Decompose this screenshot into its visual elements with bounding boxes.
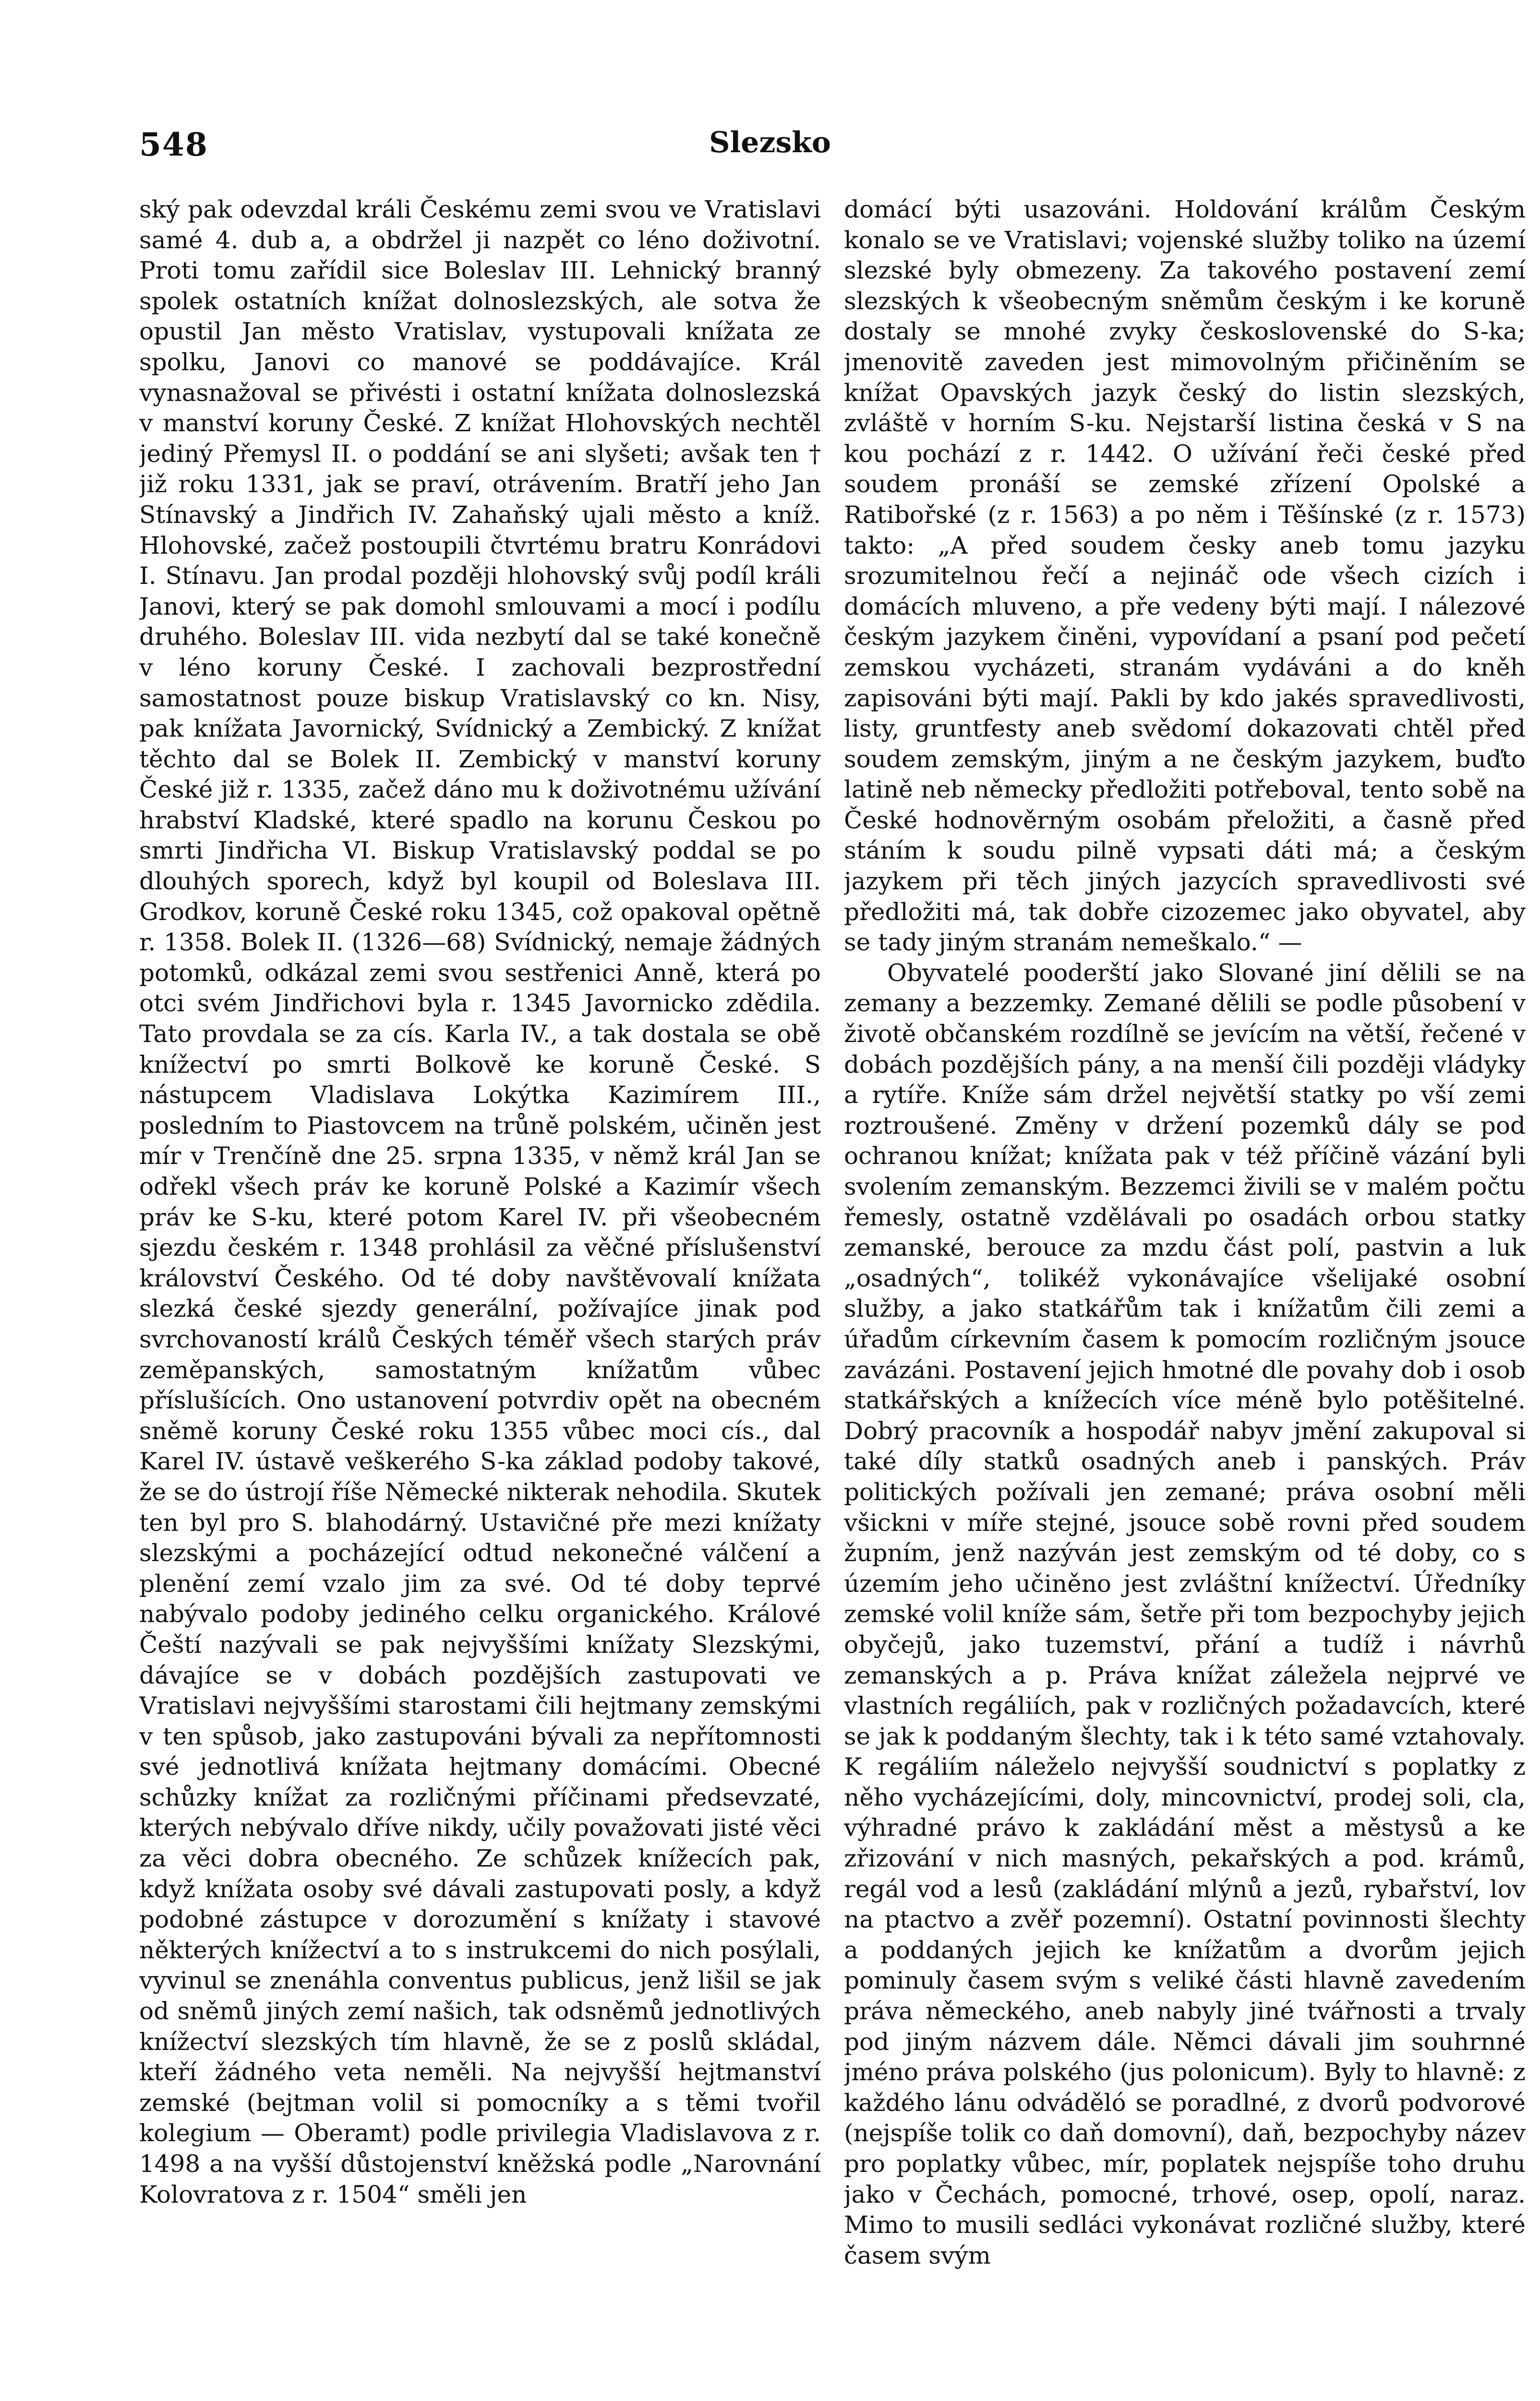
running-title: Slezsko bbox=[709, 126, 831, 159]
paragraph: domácí býti usazováni. Holdování králům Českým konalo se ve Vratislavi; vojenské služby toliko na území slezské byly obmezeny. Za takového postavení zemí slezských k všeobecným sněmům českým i ke koruně dostaly se mnohé zvyky československé do S-ka; jmenovitě zaveden jest mimovolným přičiněním se knížat Opavských jazyk český do listin slezských, zvláště v horním S-ku. Nejstarší listina česká v S na kou pochází z r. 1442. O užívání řeči české před soudem pronáší se zemské zřízení Opolské a Ratibořské (z r. 1563) a po něm i Těšínské (z r. 1573) takto: „A před soudem česky aneb tomu jazyku srozumitelnou řečí a nejináč ode všech cizích i domácích mluveno, a pře vedeny býti mají. I nálezové českým jazykem činěni, vypovídaní a psaní pod pečetí zemskou vycházeti, stranám vydáváni a do kněh zapisováni býti mají. Pakli by kdo jakés spravedlivosti, listy, gruntfesty aneb svědomí dokazovati chtěl před soudem zemským, jiným a ne českým jazykem, buďto latině neb německy předložiti potřeboval, tento sobě na České hodnověrným osobám přeložiti, a časně před stáním k soudu pilně vypsati dáti má; a českým jazykem při těch jiných jazycích spravedlivosti své předložiti má, tak dobře cizozemec jako obyvatel, aby se tady jiným stranám nemeškalo.“ — bbox=[844, 195, 1526, 957]
left-column bbox=[139, 194, 821, 2401]
page-number: 548 bbox=[139, 126, 208, 163]
paragraph: Obyvatelé pooderští jako Slované jiní dělili se na zemany a bezzemky. Zemané dělili se podle působení v životě občanském rozdílně se jevícím na větší, řečené v dobách pozdějších pány, a na menší čili později vládyky a rytíře. Kníže sám držel největší statky po vší zemi roztroušené. Změny v držení pozemků dály se pod ochranou knížat; knížata pak v též příčině vázání byli svolením zemanským. Bezzemci živili se v malém počtu řemesly, ostatně vzdělávali po osadách orbou statky zemanské, berouce za mzdu část polí, pastvin a luk „osadných“, tolikéž vykonávajíce všelijaké osobní služby, a jako statkářům tak i knížatům čili zemi a úřadům církevním časem k pomocím rozličným jsouce zavázáni. Postavení jejich hmotné dle povahy dob i osob statkářských a knížecích více méně bylo potěšitelné. Dobrý pracovník a hospodář nabyv jmění zakupoval si také díly statků osadných aneb i panských. Práv politických požívali jen zemané; práva osobní měli všickni v míře stejné, jsouce sobě rovni před soudem župním, jenž nazýván jest zemským od té doby, co s územím jeho učiněno jest zvláštní knížectví. Úředníky zemské volil kníže sám, šetře při tom bezpochyby jejich obyčejů, jako tuzemství, přání a tudíž i návrhů zemanských a p. Práva knížat záležela nejprvé ve vlastních regáliích, pak v rozličných požadavcích, které se jak k poddaným šlechty, tak i k této samé vztahovaly. K regáliím náleželo nejvyšší soudnictví s poplatky z něho vycházejícími, doly, mincovnictví, prodej soli, cla, výhradné právo k zakládání měst a městysů a ke zřizování v nich masných, pekařských a pod. krámů, regál vod a lesů (zakládání mlýnů a jezů, rybařství, lov na ptactvo a zvěř pozemní). Ostatní povinnosti šlechty a poddaných jejich ke knížatům a dvorům jejich pominuly časem svým s veliké části hlavně zavedením práva německého, aneb nabyly jiné tvářnosti a trvaly pod jiným názvem dále. Němci dávali jim souhrnné jméno práva polského (jus polonicum). Byly to hlavně: z každého lánu odváděló se poradlné, z dvorů podvorové (nejspíše tolik co daň domovní), daň, bezpochyby název pro poplatky vůbec, mír, poplatek nejspíše toho druhu jako v Čechách, pomocné, trhové, osep, opolí, naraz. Mimo to musili sedláci vykonávat rozličné služby, které časem svým bbox=[844, 958, 1526, 2269]
right-column bbox=[844, 194, 1526, 2401]
paragraph: ský pak odevzdal králi Českému zemi svou ve Vratislavi samé 4. dub a, a obdržel ji nazpět co léno doživotní. Proti tomu zařídil sice Boleslav III. Lehnický branný spolek ostatních knížat dolnoslezských, ale sotva že opustil Jan město Vratislav, vystupovali knížata ze spolku, Janovi co manové se poddávajíce. Král vynasnažoval se přivésti i ostatní knížata dolnoslezská v manství koruny České. Z knížat Hlohovských nechtěl jediný Přemysl II. o poddání se ani slyšeti; avšak ten † již roku 1331, jak se praví, otrávením. Bratří jeho Jan Stínavský a Jindřich IV. Zahaňský ujali město a kníž. Hlohovské, začež postoupili čtvrtému bratru Konrádovi I. Stínavu. Jan prodal později hlohovský svůj podíl králi Janovi, který se pak domohl smlouvami a mocí i podílu druhého. Boleslav III. vida nezbytí dal se také konečně v léno koruny České. I zachovali bezprostřední samostatnost pouze biskup Vratislavský co kn. Nisy, pak knížata Javornický, Svídnický a Zembický. Z knížat těchto dal se Bolek II. Zembický v manství koruny České již r. 1335, začež dáno mu k doživotnému užívání hrabství Kladské, které spadlo na korunu Českou po smrti Jindřicha VI. Biskup Vratislavský poddal se po dlouhých sporech, když byl koupil od Boleslava III. Grodkov, koruně České roku 1345, což opakoval opětně r. 1358. Bolek II. (1326—68) Svídnický, nemaje žádných potomků, odkázal zemi svou sestřenici Anně, která po otci svém Jindřichovi byla r. 1345 Javornicko zdědila. Tato provdala se za cís. Karla IV., a tak dostala se obě knížectví po smrti Bolkově ke koruně České. S nástupcem Vladislava Lokýtka Kazimírem III., posledním to Piastovcem na trůně polském, učiněn jest mír v Trenčíně dne 25. srpna 1335, v němž král Jan se odřekl všech práv ke koruně Polské a Kazimír všech práv ke S-ku, které potom Karel IV. při všeobecném sjezdu českém r. 1348 prohlásil za věčné příslušenství království Českého. Od té doby navštěvovalí knížata slezká české sjezdy generální, požívajíce jinak pod svrchovaností králů Českých téměř všech starých práv zeměpanských, samostatným knížatům vůbec příslušících. Ono ustanovení potvrdiv opět na obecném sněmě koruny České roku 1355 vůbec moci cís., dal Karel IV. ústavě veškerého S-ka základ podoby takové, že se do ústrojí říše Německé nikterak nehodila. Skutek ten byl pro S. blahodárný. Ustavičné pře mezi knížaty slezskými a pocházející odtud nekonečné válčení a plenění zemí vzalo jim za své. Od té doby teprvé nabývalo podoby jediného celku organického. Králové Čeští nazývali se pak nejvyššími knížaty Slezskými, dávajíce se v dobách pozdějších zastupovati ve Vratislavi nejvyššími starostami čili hejtmany zemskými v ten spůsob, jako zastupováni bývali za nepřítomnosti své jednotlivá knížata hejtmany domácími. Obecné schůzky knížat za rozličnými příčinami předsevzaté, kterých nebývalo dříve nikdy, učily považovati jisté věci za věci dobra obecného. Ze schůzek knížecích pak, když knížata osoby své dávali zastupovati posly, a když podobné zástupce v dorozumění s knížaty i stavové některých knížectví a to s instrukcemi do nich posýlali, vyvinul se znenáhla conventus publicus, jenž lišil se jak od sněmů jiných zemí našich, tak odsněmů jednotlivých knížectví slezských tím hlavně, že se z poslů skládal, kteří žádného veta neměli. Na nejvyšší hejtmanství zemské (bejtman volil si pomocníky a s těmi tvořil kolegium — Oberamt) podle privilegia Vladislavova z r. 1498 a na vyšší důstojenství kněžská podle „Narovnání Kolovratova z r. 1504“ směli jen bbox=[139, 195, 821, 2208]
